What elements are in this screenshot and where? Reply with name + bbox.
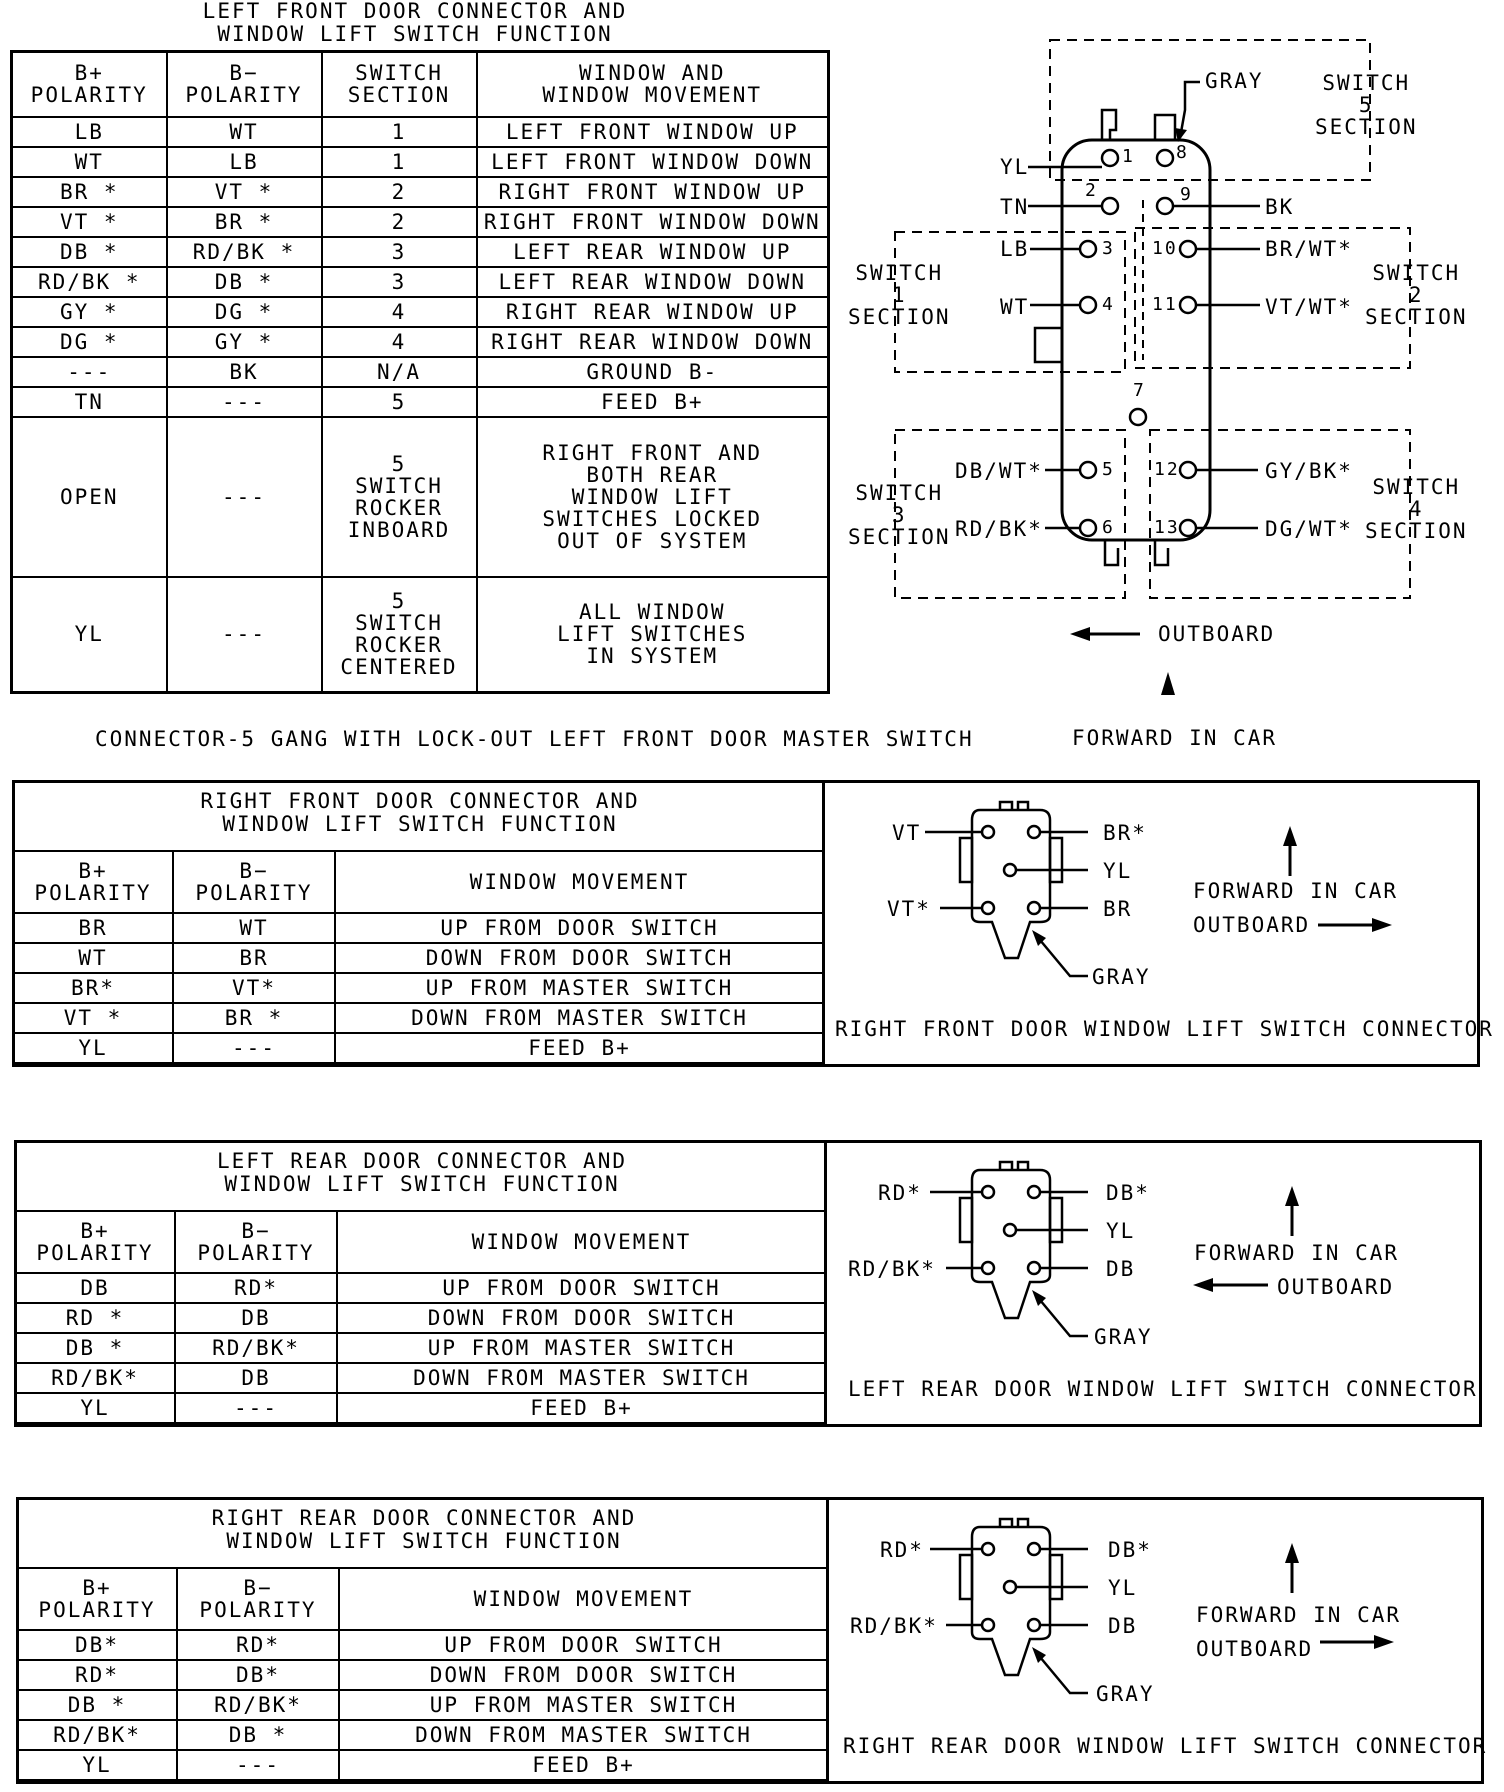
- pin-5-label: 5: [1102, 459, 1115, 480]
- lr-header-movement: WINDOW MOVEMENT: [337, 1211, 826, 1273]
- cell: LEFT FRONT WINDOW DOWN: [477, 147, 829, 177]
- cell: DOWN FROM MASTER SWITCH: [335, 1003, 824, 1033]
- cell: DG *: [12, 327, 167, 357]
- cell: LEFT REAR WINDOW UP: [477, 237, 829, 267]
- cell: DOWN FROM MASTER SWITCH: [337, 1363, 826, 1393]
- pin-6-label: 6: [1102, 517, 1115, 538]
- lr-header-b-plus: B+ POLARITY: [15, 1211, 175, 1273]
- pin-9-label: 9: [1180, 184, 1193, 205]
- lf-caption: CONNECTOR-5 GANG WITH LOCK-OUT LEFT FRONT DOOR MASTER SWITCH: [95, 727, 974, 751]
- master-wire-brwt: BR/WT*: [1265, 237, 1353, 261]
- cell: WT: [173, 913, 335, 943]
- master-sec2-label: SWITCH 2 SECTION: [1365, 261, 1468, 329]
- master-sec1-label: SWITCH 1 SECTION: [848, 261, 951, 329]
- rf-wire-mr: YL: [1103, 859, 1133, 883]
- rf-wire-tl: VT: [892, 821, 922, 845]
- rr-wire-br: DB: [1108, 1614, 1138, 1638]
- cell: VT *: [13, 1003, 173, 1033]
- cell: LEFT FRONT WINDOW UP: [477, 117, 829, 147]
- lr-table-title: LEFT REAR DOOR CONNECTOR AND WINDOW LIFT SWITCH FUNCTION: [216, 1149, 627, 1196]
- cell: 1: [322, 117, 477, 147]
- cell: DB: [15, 1273, 175, 1303]
- lf-header-b-plus: B+ POLARITY: [12, 52, 167, 117]
- cell: YL: [12, 577, 167, 693]
- master-wire-vtwt: VT/WT*: [1265, 295, 1353, 319]
- cell: RD/BK*: [15, 1363, 175, 1393]
- cell: GY *: [12, 297, 167, 327]
- master-sec5-label: SWITCH 5 SECTION: [1315, 71, 1418, 139]
- rf-table-title: RIGHT FRONT DOOR CONNECTOR AND WINDOW LIFT SWITCH FUNCTION: [200, 789, 640, 836]
- lf-header-section: SWITCH SECTION: [322, 52, 477, 117]
- cell: 1: [322, 147, 477, 177]
- master-gray-label: GRAY: [1205, 69, 1264, 93]
- lr-outboard-label: OUTBOARD: [1277, 1275, 1395, 1299]
- cell: FEED B+: [339, 1750, 828, 1780]
- rf-header-b-plus: B+ POLARITY: [13, 851, 173, 913]
- cell: RIGHT FRONT WINDOW UP: [477, 177, 829, 207]
- cell: DB*: [17, 1630, 177, 1660]
- lr-forward-label: FORWARD IN CAR: [1194, 1241, 1400, 1265]
- rr-wire-mr: YL: [1108, 1576, 1138, 1600]
- master-outboard-label: OUTBOARD: [1158, 622, 1276, 646]
- pin-1-label: 1: [1122, 146, 1135, 167]
- cell: ---: [167, 417, 322, 577]
- cell: UP FROM MASTER SWITCH: [339, 1690, 828, 1720]
- master-wire-gybk: GY/BK*: [1265, 459, 1353, 483]
- cell: RD/BK*: [175, 1333, 337, 1363]
- rf-wire-tr: BR*: [1103, 821, 1147, 845]
- cell: RD/BK*: [177, 1690, 339, 1720]
- cell: LB: [167, 147, 322, 177]
- master-wire-dbwt: DB/WT*: [955, 459, 1043, 483]
- cell: VT *: [12, 207, 167, 237]
- cell: 5: [322, 387, 477, 417]
- lr-wire-tl: RD*: [878, 1181, 922, 1205]
- pin-10-label: 10: [1152, 238, 1178, 259]
- cell: WT: [12, 147, 167, 177]
- rr-connector-caption: RIGHT REAR DOOR WINDOW LIFT SWITCH CONNECTOR: [843, 1734, 1488, 1758]
- cell: WT: [13, 943, 173, 973]
- cell: UP FROM DOOR SWITCH: [339, 1630, 828, 1660]
- rr-table-title: RIGHT REAR DOOR CONNECTOR AND WINDOW LIFT SWITCH FUNCTION: [211, 1506, 637, 1553]
- rr-header-b-plus: B+ POLARITY: [17, 1568, 177, 1630]
- cell: 2: [322, 207, 477, 237]
- cell: BR *: [173, 1003, 335, 1033]
- master-wire-tn: TN: [1000, 195, 1030, 219]
- cell: ---: [175, 1393, 337, 1423]
- cell: DOWN FROM DOOR SWITCH: [339, 1660, 828, 1690]
- cell: ---: [12, 357, 167, 387]
- rf-header-b-minus: B− POLARITY: [173, 851, 335, 913]
- cell: VT *: [167, 177, 322, 207]
- cell: YL: [15, 1393, 175, 1423]
- cell: BR: [13, 913, 173, 943]
- master-wire-rdbk: RD/BK*: [955, 517, 1043, 541]
- master-wire-yl: YL: [1000, 155, 1030, 179]
- rf-gray-label: GRAY: [1092, 965, 1151, 989]
- cell: RD*: [177, 1630, 339, 1660]
- cell: BR *: [12, 177, 167, 207]
- cell: RD/BK*: [17, 1720, 177, 1750]
- rr-gray-label: GRAY: [1096, 1682, 1155, 1706]
- pin-12-label: 12: [1154, 459, 1180, 480]
- lr-wire-mr: YL: [1106, 1219, 1136, 1243]
- master-sec3-label: SWITCH 3 SECTION: [848, 481, 951, 549]
- cell: 5 SWITCH ROCKER CENTERED: [322, 577, 477, 693]
- cell: ---: [177, 1750, 339, 1780]
- cell: BR: [173, 943, 335, 973]
- cell: DB *: [167, 267, 322, 297]
- cell: DOWN FROM MASTER SWITCH: [339, 1720, 828, 1750]
- pin-13-label: 13: [1154, 517, 1180, 538]
- cell: BR*: [13, 973, 173, 1003]
- cell: ---: [173, 1033, 335, 1063]
- lr-gray-label: GRAY: [1094, 1325, 1153, 1349]
- master-sec4-label: SWITCH 4 SECTION: [1365, 475, 1468, 543]
- cell: YL: [17, 1750, 177, 1780]
- rr-wire-tl: RD*: [880, 1538, 924, 1562]
- lr-wire-br: DB: [1106, 1257, 1136, 1281]
- cell: YL: [13, 1033, 173, 1063]
- rr-header-b-minus: B− POLARITY: [177, 1568, 339, 1630]
- cell: N/A: [322, 357, 477, 387]
- cell: RD/BK *: [167, 237, 322, 267]
- cell: GROUND B-: [477, 357, 829, 387]
- pin-3-label: 3: [1102, 238, 1115, 259]
- lr-wire-bl: RD/BK*: [848, 1257, 936, 1281]
- pin-11-label: 11: [1152, 294, 1178, 315]
- lr-connector-caption: LEFT REAR DOOR WINDOW LIFT SWITCH CONNECTOR: [848, 1377, 1478, 1401]
- rr-forward-label: FORWARD IN CAR: [1196, 1603, 1402, 1627]
- cell: FEED B+: [337, 1393, 826, 1423]
- cell: ALL WINDOW LIFT SWITCHES IN SYSTEM: [477, 577, 829, 693]
- pin-8-label: 8: [1176, 142, 1189, 163]
- cell: RD/BK *: [12, 267, 167, 297]
- master-wire-bk: BK: [1265, 195, 1295, 219]
- cell: RIGHT REAR WINDOW UP: [477, 297, 829, 327]
- cell: WT: [167, 117, 322, 147]
- cell: 3: [322, 237, 477, 267]
- rf-outboard-label: OUTBOARD: [1193, 913, 1311, 937]
- pin-4-label: 4: [1102, 294, 1115, 315]
- master-wire-lb: LB: [1000, 237, 1030, 261]
- pin-2-label: 2: [1085, 180, 1098, 201]
- cell: 4: [322, 297, 477, 327]
- rr-wire-bl: RD/BK*: [850, 1614, 938, 1638]
- cell: 2: [322, 177, 477, 207]
- lf-table-title: LEFT FRONT DOOR CONNECTOR AND WINDOW LIFT SWITCH FUNCTION: [202, 0, 628, 46]
- cell: DB*: [177, 1660, 339, 1690]
- cell: RIGHT REAR WINDOW DOWN: [477, 327, 829, 357]
- cell: DB *: [17, 1690, 177, 1720]
- cell: DOWN FROM DOOR SWITCH: [337, 1303, 826, 1333]
- cell: DG *: [167, 297, 322, 327]
- cell: RD *: [15, 1303, 175, 1333]
- cell: DB: [175, 1303, 337, 1333]
- cell: 5 SWITCH ROCKER INBOARD: [322, 417, 477, 577]
- cell: UP FROM MASTER SWITCH: [335, 973, 824, 1003]
- cell: DB *: [12, 237, 167, 267]
- master-wire-dgwt: DG/WT*: [1265, 517, 1353, 541]
- cell: FEED B+: [335, 1033, 824, 1063]
- cell: BK: [167, 357, 322, 387]
- cell: ---: [167, 577, 322, 693]
- cell: OPEN: [12, 417, 167, 577]
- cell: VT*: [173, 973, 335, 1003]
- lr-header-b-minus: B− POLARITY: [175, 1211, 337, 1273]
- master-connector-diagram: [0, 0, 1504, 780]
- cell: UP FROM DOOR SWITCH: [337, 1273, 826, 1303]
- cell: DB *: [177, 1720, 339, 1750]
- master-wire-wt: WT: [1000, 295, 1030, 319]
- cell: UP FROM MASTER SWITCH: [337, 1333, 826, 1363]
- cell: BR *: [167, 207, 322, 237]
- lf-header-b-minus: B− POLARITY: [167, 52, 322, 117]
- rf-connector-caption: RIGHT FRONT DOOR WINDOW LIFT SWITCH CONNECTOR: [835, 1017, 1494, 1041]
- cell: RIGHT FRONT AND BOTH REAR WINDOW LIFT SWITCHES LOCKED OUT OF SYSTEM: [477, 417, 829, 577]
- rr-outboard-label: OUTBOARD: [1196, 1637, 1314, 1661]
- cell: DB: [175, 1363, 337, 1393]
- cell: TN: [12, 387, 167, 417]
- rf-wire-br: BR: [1103, 897, 1133, 921]
- cell: GY *: [167, 327, 322, 357]
- cell: RD*: [175, 1273, 337, 1303]
- rf-forward-label: FORWARD IN CAR: [1193, 879, 1399, 903]
- cell: RD*: [17, 1660, 177, 1690]
- cell: DB *: [15, 1333, 175, 1363]
- cell: 3: [322, 267, 477, 297]
- master-forward-label: FORWARD IN CAR: [1072, 726, 1278, 750]
- cell: RIGHT FRONT WINDOW DOWN: [477, 207, 829, 237]
- rr-wire-tr: DB*: [1108, 1538, 1152, 1562]
- lr-wire-tr: DB*: [1106, 1181, 1150, 1205]
- cell: 4: [322, 327, 477, 357]
- cell: FEED B+: [477, 387, 829, 417]
- cell: DOWN FROM DOOR SWITCH: [335, 943, 824, 973]
- rf-wire-bl: VT*: [887, 897, 931, 921]
- cell: ---: [167, 387, 322, 417]
- cell: LEFT REAR WINDOW DOWN: [477, 267, 829, 297]
- rr-header-movement: WINDOW MOVEMENT: [339, 1568, 828, 1630]
- lf-header-movement: WINDOW AND WINDOW MOVEMENT: [477, 52, 829, 117]
- cell: LB: [12, 117, 167, 147]
- rf-header-movement: WINDOW MOVEMENT: [335, 851, 824, 913]
- pin-7-label: 7: [1133, 380, 1146, 401]
- cell: UP FROM DOOR SWITCH: [335, 913, 824, 943]
